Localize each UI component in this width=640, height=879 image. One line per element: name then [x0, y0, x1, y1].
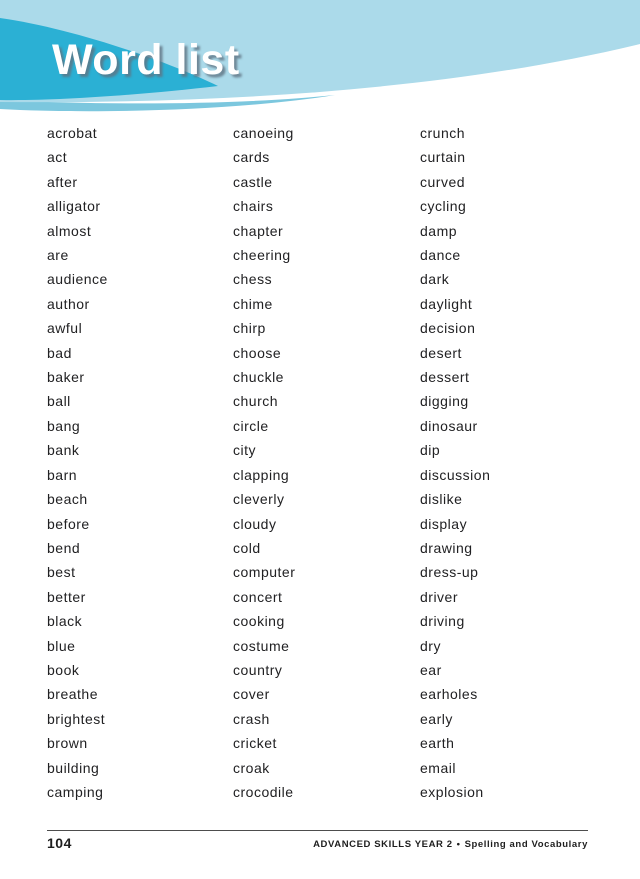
word-item: bang — [47, 417, 81, 434]
word-item: crunch — [420, 125, 466, 141]
word-list-column-3 — [420, 121, 600, 804]
word-item: building — [47, 759, 100, 776]
word-item: dress-up — [420, 564, 479, 581]
word-item: baker — [47, 369, 85, 386]
word-item: driver — [420, 588, 459, 605]
word-item: chuckle — [233, 369, 284, 386]
footer-series-info — [313, 839, 588, 850]
footer-page-number: 104 — [47, 835, 72, 851]
word-item: book — [47, 661, 80, 678]
word-list-column-1 — [47, 121, 227, 804]
word-item: acrobat — [47, 125, 98, 141]
word-item: dinosaur — [420, 417, 478, 434]
word-item: best — [47, 564, 76, 581]
page-title: Word list — [52, 36, 240, 84]
word-item: city — [233, 442, 256, 459]
word-item: crash — [233, 710, 270, 727]
word-item: damp — [420, 222, 458, 239]
word-item: daylight — [420, 295, 473, 312]
word-item: brightest — [47, 710, 106, 727]
word-item: costume — [233, 637, 290, 654]
word-item: are — [47, 247, 69, 264]
word-item: audience — [47, 271, 108, 288]
word-item: castle — [233, 173, 273, 190]
footer-series-title: ADVANCED SKILLS YEAR 2 — [313, 839, 453, 850]
word-item: early — [420, 710, 453, 727]
word-item: curtain — [420, 149, 466, 166]
word-item: before — [47, 515, 90, 532]
word-item: chairs — [233, 198, 274, 215]
word-item: bank — [47, 442, 80, 459]
word-item: awful — [47, 320, 83, 337]
word-item: croak — [233, 759, 270, 776]
word-item: cleverly — [233, 491, 285, 508]
word-item: almost — [47, 222, 92, 239]
word-item: ball — [47, 393, 71, 410]
word-item: cooking — [233, 613, 285, 630]
word-item: decision — [420, 320, 476, 337]
word-item: act — [47, 149, 68, 166]
word-item: explosion — [420, 783, 484, 800]
word-item: alligator — [47, 198, 101, 215]
word-item: earth — [420, 735, 455, 752]
word-item: better — [47, 588, 86, 605]
word-item: black — [47, 613, 83, 630]
word-item: cards — [233, 149, 270, 166]
word-item: driving — [420, 613, 465, 630]
word-item: blue — [47, 637, 76, 654]
word-item: cycling — [420, 198, 467, 215]
word-item: dip — [420, 442, 441, 459]
word-item: cloudy — [233, 515, 277, 532]
word-item: bad — [47, 344, 72, 361]
word-item: barn — [47, 466, 78, 483]
word-item: clapping — [233, 466, 290, 483]
word-item: drawing — [420, 539, 473, 556]
word-item: circle — [233, 417, 269, 434]
word-item: curved — [420, 173, 466, 190]
word-item: author — [47, 295, 90, 312]
page-header — [0, 0, 640, 125]
word-list-column-2 — [233, 121, 413, 804]
word-item: canoeing — [233, 125, 294, 141]
word-item: discussion — [420, 466, 491, 483]
word-item: dry — [420, 637, 441, 654]
word-item: cover — [233, 686, 270, 703]
word-item: dark — [420, 271, 450, 288]
word-item: display — [420, 515, 468, 532]
word-item: crocodile — [233, 783, 294, 800]
word-item: dislike — [420, 491, 463, 508]
word-item: beach — [47, 491, 88, 508]
footer-subject: Spelling and Vocabulary — [464, 839, 588, 850]
word-item: bend — [47, 539, 81, 556]
word-item: cricket — [233, 735, 277, 752]
word-item: brown — [47, 735, 88, 752]
word-item: choose — [233, 344, 282, 361]
word-item: country — [233, 661, 283, 678]
word-item: concert — [233, 588, 283, 605]
word-item: desert — [420, 344, 462, 361]
word-item: breathe — [47, 686, 98, 703]
word-item: dessert — [420, 369, 470, 386]
word-item: computer — [233, 564, 296, 581]
word-item: chirp — [233, 320, 266, 337]
word-item: cold — [233, 539, 261, 556]
word-item: earholes — [420, 686, 478, 703]
word-item: camping — [47, 783, 104, 800]
footer-separator: • — [456, 839, 461, 850]
word-item: chapter — [233, 222, 284, 239]
word-item: church — [233, 393, 279, 410]
word-item: email — [420, 759, 456, 776]
word-item: cheering — [233, 247, 291, 264]
word-item: after — [47, 173, 78, 190]
word-item: chess — [233, 271, 273, 288]
word-item: chime — [233, 295, 273, 312]
word-item: dance — [420, 247, 461, 264]
word-item: digging — [420, 393, 469, 410]
footer-divider — [47, 830, 588, 831]
word-item: ear — [420, 661, 442, 678]
